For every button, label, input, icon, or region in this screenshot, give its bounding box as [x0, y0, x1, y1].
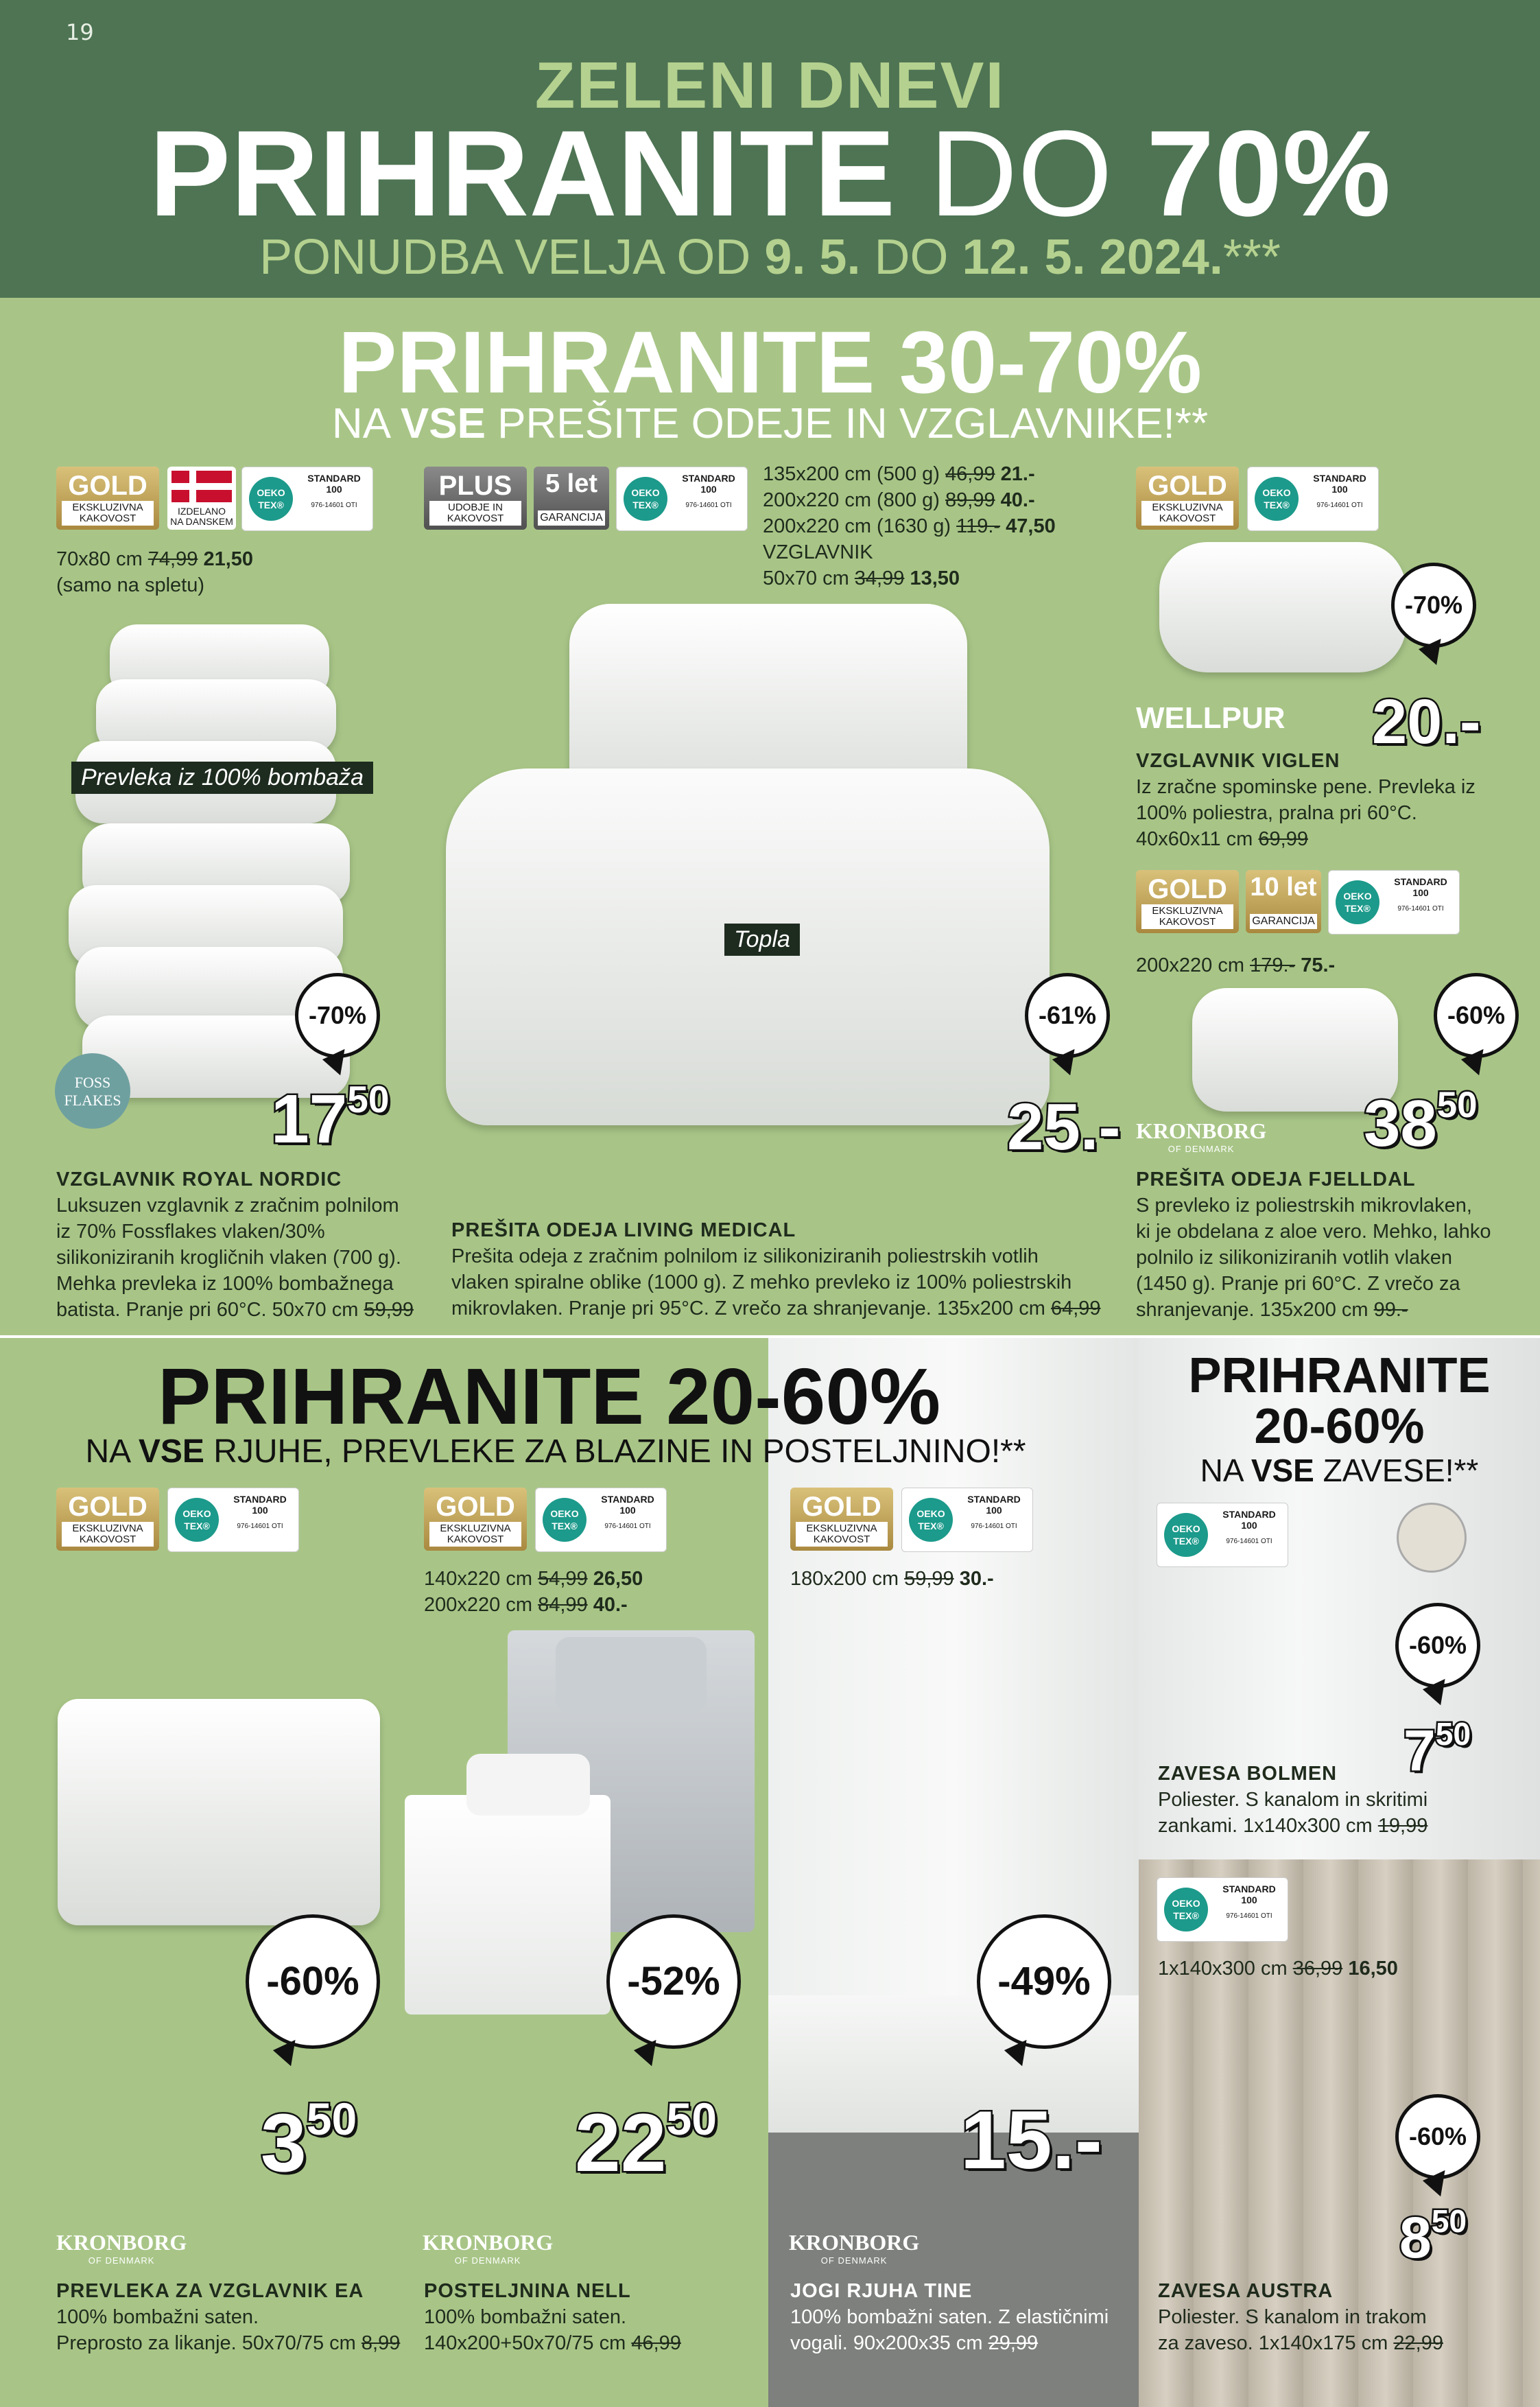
p2-new-price: 21.- [1000, 463, 1035, 485]
color-swatch-icon [1397, 1503, 1467, 1573]
p2-new-price: 47,50 [1006, 515, 1056, 537]
p8-title: ZAVESA BOLMEN [1158, 1763, 1338, 1785]
gold-badge-sub: EKSKLUZIVNA KAKOVOST [1141, 501, 1233, 526]
p5-description [56, 2304, 400, 2356]
p1-desc-line: iz 70% Fossflakes vlaken/30% [56, 1221, 325, 1243]
p7-title: JOGI RJUHA TINE [790, 2280, 973, 2302]
p2-duvet-image [439, 590, 1063, 1153]
p3-desc-line: Iz zračne spominske pene. Prevleka iz [1136, 776, 1476, 798]
section3-title [1139, 1350, 1540, 1452]
oeko-tex-badge [1328, 870, 1460, 935]
oeko-tex-badge [535, 1488, 667, 1552]
p8-price-main: 7 [1403, 1717, 1436, 1783]
p2-size: 200x220 cm (1630 g) [763, 515, 951, 537]
kronborg-sub: OF DENMARK [454, 2255, 521, 2266]
p3-description [1136, 774, 1476, 852]
oeko-tex-logo: OEKO TEX® [1255, 477, 1299, 521]
validity-date-from: 9. 5. [764, 230, 861, 285]
p9-price [1399, 2203, 1467, 2271]
p1-note: (samo na spletu) [56, 574, 204, 596]
banner-headline [0, 105, 1540, 242]
p5-price-sup: 50 [306, 2093, 357, 2144]
oeko-cert: 976-14601 OTI [685, 502, 732, 509]
p8-price [1403, 1715, 1471, 1784]
p7-new-price: 30.- [959, 1568, 994, 1590]
p4-price-line [1136, 952, 1335, 978]
p2-pillow-new-price: 13,50 [910, 567, 960, 589]
oeko-tex-logo: OEKO TEX® [909, 1498, 953, 1542]
p4-desc-line: shranjevanje. 135x200 cm [1136, 1299, 1369, 1321]
p4-size: 200x220 cm [1136, 954, 1244, 976]
p5-desc-line: Preprosto za likanje. 50x70/75 cm [56, 2332, 356, 2354]
oeko-tex-badge [901, 1488, 1033, 1552]
p9-title: ZAVESA AUSTRA [1158, 2280, 1334, 2302]
p2-desc-line: vlaken spiralne oblike (1000 g). Z mehko prevleko iz 100% poliestrskih [451, 1271, 1072, 1293]
kronborg-name: KRONBORG [423, 2230, 554, 2255]
p6-desc-line: 100% bombažni saten. [424, 2306, 627, 2328]
p1-price [271, 1077, 389, 1159]
banner-validity [0, 229, 1540, 285]
validity-stars: *** [1222, 230, 1281, 285]
p9-new-price: 16,50 [1348, 1958, 1398, 1980]
oeko-standard: STANDARD 100 [967, 1494, 1021, 1516]
oeko-tex-badge [616, 467, 748, 531]
p4-description [1136, 1193, 1491, 1323]
p7-price-line [790, 1566, 994, 1592]
gold-badge-sub: EKSKLUZIVNA KAKOVOST [1141, 904, 1233, 929]
oeko-cert: 976-14601 OTI [1226, 1912, 1272, 1920]
section1-subtitle [0, 399, 1540, 448]
oeko-cert: 976-14601 OTI [971, 1523, 1017, 1530]
p1-price-line [56, 546, 253, 572]
oeko-tex-badge [167, 1488, 299, 1552]
p5-price-main: 3 [261, 2096, 307, 2189]
p2-tag: Topla [724, 924, 800, 956]
p6-old-price: 84,99 [538, 1594, 588, 1616]
oeko-cert: 976-14601 OTI [1397, 905, 1444, 913]
gold-badge [56, 467, 159, 530]
kronborg-name: KRONBORG [1136, 1118, 1267, 1143]
p3-desc-line: 40x60x11 cm [1136, 828, 1253, 850]
section3-title-line: 20-60% [1254, 1399, 1425, 1454]
kronborg-logo [1136, 1118, 1266, 1154]
section3-sub-rest: ZAVESE!** [1323, 1453, 1479, 1488]
p2-old-price: 46,99 [945, 463, 995, 485]
p5-pillowcase-image [58, 1699, 380, 1925]
p6-price-line [424, 1566, 643, 1592]
p6-description [424, 2304, 681, 2356]
wellpur-logo: WELLPUR [1136, 701, 1286, 735]
p3-pillow-image [1159, 542, 1406, 672]
oeko-cert: 976-14601 OTI [1316, 502, 1363, 509]
oeko-tex-logo: OEKO TEX® [624, 477, 667, 521]
p4-discount-bubble: -60% [1434, 973, 1519, 1058]
p3-price: 20.- [1372, 687, 1481, 757]
p2-desc-line: mikrovlaken. Pranje pri 95°C. Z vrečo za shranjevanje. 135x200 cm [451, 1298, 1045, 1319]
p6-price-list [424, 1566, 643, 1618]
warranty-label: GARANCIJA [538, 510, 605, 526]
p8-price-sup: 50 [1435, 1716, 1471, 1752]
kronborg-sub: OF DENMARK [820, 2255, 888, 2266]
plus-badge [424, 467, 527, 530]
oeko-tex-badge [1247, 467, 1379, 531]
p8-desc-line: zankami. 1x140x300 cm [1158, 1815, 1373, 1837]
p1-discount-bubble: -70% [295, 973, 380, 1058]
oeko-tex-logo: OEKO TEX® [1164, 1513, 1208, 1557]
kronborg-name: KRONBORG [789, 2230, 920, 2255]
p1-tag: Prevleka iz 100% bombaža [71, 762, 373, 794]
oeko-cert: 976-14601 OTI [311, 502, 357, 509]
made-in-denmark-label: IZDELANO NA DANSKEM [170, 506, 233, 527]
p6-price [575, 2093, 717, 2190]
warranty-5-badge [534, 467, 609, 530]
plus-badge-title: PLUS [438, 471, 512, 501]
denmark-flag-icon [171, 471, 232, 502]
oeko-cert: 976-14601 OTI [1226, 1538, 1272, 1545]
oeko-tex-badge [241, 467, 373, 531]
gold-badge-title: GOLD [436, 1492, 515, 1522]
section1-sub-rest: PREŠITE ODEJE IN VZGLAVNIKE!** [497, 400, 1209, 447]
p4-desc-old-price: 99.- [1373, 1299, 1408, 1321]
p1-desc-line: silikoniziranih krogličnih vlaken (700 g). [56, 1247, 401, 1269]
p9-old-price: 36,99 [1292, 1958, 1343, 1980]
denmark-flag-badge [167, 467, 236, 530]
section1-sub-prefix: NA [331, 400, 389, 447]
p1-price-main: 17 [271, 1081, 348, 1158]
gold-badge-title: GOLD [1148, 471, 1227, 501]
p7-desc-old-price: 29,99 [988, 2332, 1039, 2354]
p4-price [1364, 1084, 1478, 1162]
gold-badge-sub: EKSKLUZIVNA KAKOVOST [62, 501, 154, 526]
p2-size: 200x220 cm (800 g) [763, 489, 940, 511]
p5-title: PREVLEKA ZA VZGLAVNIK EA [56, 2280, 364, 2302]
p7-desc-line: vogali. 90x200x35 cm [790, 2332, 983, 2354]
p4-title: PREŠITA ODEJA FJELLDAL [1136, 1169, 1416, 1190]
p8-discount-bubble: -60% [1395, 1603, 1480, 1688]
p1-new-price: 21,50 [203, 548, 254, 570]
p2-pillow-label: VZGLAVNIK [763, 541, 873, 563]
p2-old-price: 89,99 [945, 489, 995, 511]
gold-badge-title: GOLD [68, 1492, 147, 1522]
p5-desc-line: 100% bombažni saten. [56, 2306, 259, 2328]
p2-description [451, 1243, 1101, 1322]
kronborg-logo [56, 2230, 187, 2266]
oeko-standard: STANDARD 100 [1313, 473, 1366, 495]
p1-title: VZGLAVNIK ROYAL NORDIC [56, 1169, 342, 1190]
p2-price: 25.- [1007, 1090, 1121, 1164]
p7-description [790, 2304, 1109, 2356]
gold-badge-sub: EKSKLUZIVNA KAKOVOST [62, 1522, 154, 1547]
p9-price-line [1158, 1956, 1398, 1982]
p3-desc-line: 100% poliestra, pralna pri 60°C. [1136, 802, 1417, 824]
p9-price-sup: 50 [1431, 2203, 1467, 2239]
warranty-years: 10 let [1250, 873, 1317, 902]
p2-desc-line: Prešita odeja z zračnim polnilom iz silikoniziranih poliestrskih votlih [451, 1245, 1039, 1267]
p4-new-price: 75.- [1301, 954, 1336, 976]
section2-sub-rest: RJUHE, PREVLEKE ZA BLAZINE IN POSTELJNINO!** [213, 1433, 1026, 1470]
p3-title: VZGLAVNIK VIGLEN [1136, 750, 1340, 772]
p4-price-main: 38 [1364, 1087, 1437, 1161]
p6-desc-line: 140x200+50x70/75 cm [424, 2332, 626, 2354]
gold-badge-title: GOLD [802, 1492, 881, 1522]
p5-desc-old-price: 8,99 [361, 2332, 401, 2354]
p2-pillow-size: 50x70 cm [763, 567, 849, 589]
p9-desc-old-price: 22,99 [1393, 2332, 1443, 2354]
p6-price-sup: 50 [666, 2093, 717, 2144]
oeko-standard: STANDARD 100 [1222, 1509, 1276, 1531]
p6-desc-old-price: 46,99 [631, 2332, 681, 2354]
p7-desc-line: 100% bombažni saten. Z elastičnimi [790, 2306, 1109, 2328]
gold-badge [56, 1488, 159, 1551]
validity-mid: DO [874, 230, 949, 285]
p4-desc-line: polnilo iz silikoniziranih votlih vlaken [1136, 1247, 1452, 1269]
kronborg-logo [423, 2230, 553, 2266]
p2-desc-old-price: 64,99 [1050, 1298, 1101, 1319]
p2-title: PREŠITA ODEJA LIVING MEDICAL [451, 1219, 796, 1241]
p2-price-line [763, 461, 1056, 487]
p2-new-price: 40.- [1000, 489, 1035, 511]
p7-size: 180x200 cm [790, 1568, 899, 1590]
validity-date-to: 12. 5. 2024. [962, 230, 1223, 285]
section3-subtitle [1139, 1452, 1540, 1489]
section3-sub-prefix: NA [1200, 1453, 1243, 1488]
p9-size: 1x140x300 cm [1158, 1958, 1288, 1980]
p6-size: 200x220 cm [424, 1594, 532, 1616]
oeko-standard: STANDARD 100 [1394, 876, 1447, 898]
gold-badge-sub: EKSKLUZIVNA KAKOVOST [429, 1522, 521, 1547]
p6-new-price: 40.- [593, 1594, 628, 1616]
p6-size: 140x220 cm [424, 1568, 532, 1590]
p4-old-price: 179.- [1250, 954, 1296, 976]
section1-title: PRIHRANITE 30-70% [338, 314, 1202, 412]
p6-discount-bubble: -52% [606, 1914, 741, 2049]
oeko-cert: 976-14601 OTI [604, 1523, 651, 1530]
gold-badge-sub: EKSKLUZIVNA KAKOVOST [796, 1522, 888, 1547]
p2-pillow-old-price: 34,99 [854, 567, 905, 589]
p2-discount-bubble: -61% [1025, 973, 1110, 1058]
p6-price-line [424, 1592, 643, 1618]
gold-badge-title: GOLD [68, 471, 147, 501]
plus-badge-sub: UDOBJE IN KAKOVOST [429, 501, 521, 526]
validity-prefix: PONUDBA VELJA OD [259, 230, 751, 285]
gold-badge [1136, 870, 1239, 933]
p5-price [261, 2093, 357, 2190]
section1-sub-bold: VSE [400, 400, 486, 447]
section2-sub-prefix: NA [85, 1433, 130, 1470]
headline-bold: PRIHRANITE [149, 105, 896, 242]
gold-badge [790, 1488, 893, 1551]
p9-description [1158, 2304, 1443, 2356]
p2-price-line [763, 513, 1056, 539]
section2-title: PRIHRANITE 20-60% [158, 1352, 940, 1441]
oeko-standard: STANDARD 100 [601, 1494, 654, 1516]
gold-badge [1136, 467, 1239, 530]
oeko-tex-logo: OEKO TEX® [249, 477, 293, 521]
headline-percent: 70% [1146, 105, 1391, 242]
gold-badge-title: GOLD [1148, 874, 1227, 904]
p5-discount-bubble: -60% [246, 1914, 380, 2049]
p4-desc-line: ki je obdelana z aloe vero. Mehko, lahko [1136, 1221, 1491, 1243]
p6-new-price: 26,50 [593, 1568, 643, 1590]
kronborg-name: KRONBORG [56, 2230, 187, 2255]
section2-sub-bold: VSE [138, 1433, 204, 1470]
kronborg-logo [789, 2230, 919, 2266]
p4-desc-line: S prevleko iz poliestrskih mikrovlaken, [1136, 1195, 1472, 1217]
p1-price-sup: 50 [347, 1078, 390, 1120]
oeko-standard: STANDARD 100 [307, 473, 361, 495]
p2-pillow-price-line [763, 565, 1056, 591]
oeko-tex-logo: OEKO TEX® [543, 1498, 587, 1542]
page-number: 19 [66, 19, 94, 45]
oeko-standard: STANDARD 100 [682, 473, 735, 495]
warranty-10-badge [1246, 870, 1321, 933]
p9-desc-line: Poliester. S kanalom in trakom [1158, 2306, 1427, 2328]
section2-subtitle [0, 1433, 1111, 1470]
p6-title: POSTELJNINA NELL [424, 2280, 631, 2302]
oeko-standard: STANDARD 100 [233, 1494, 287, 1516]
p4-price-sup: 50 [1436, 1085, 1478, 1125]
p6-price-main: 22 [575, 2096, 667, 2189]
oeko-tex-logo: OEKO TEX® [1336, 880, 1379, 924]
p7-price: 15.- [960, 2094, 1102, 2186]
kronborg-sub: OF DENMARK [1168, 1144, 1235, 1154]
fossflakes-logo: FOSS FLAKES [55, 1053, 130, 1129]
p9-discount-bubble: -60% [1395, 2094, 1480, 2179]
p2-price-line [763, 487, 1056, 513]
section3-sub-bold: VSE [1251, 1453, 1314, 1488]
oeko-cert: 976-14601 OTI [237, 1523, 283, 1530]
p2-size: 135x200 cm (500 g) [763, 463, 940, 485]
p8-desc-old-price: 19,99 [1377, 1815, 1428, 1837]
headline-thin: DO [929, 105, 1113, 242]
gold-badge [424, 1488, 527, 1551]
kronborg-sub: OF DENMARK [88, 2255, 155, 2266]
p4-desc-line: (1450 g). Pranje pri 60°C. Z vrečo za [1136, 1273, 1460, 1295]
p1-description [56, 1193, 414, 1323]
oeko-tex-badge [1157, 1503, 1288, 1567]
p2-old-price: 119.- [956, 515, 1001, 537]
banner-top-line: ZELENI DNEVI [534, 49, 1006, 122]
p8-desc-line: Poliester. S kanalom in skritimi [1158, 1789, 1428, 1811]
p8-description [1158, 1787, 1428, 1839]
p1-desc-line: batista. Pranje pri 60°C. 50x70 cm [56, 1299, 359, 1321]
p3-discount-bubble: -70% [1391, 563, 1476, 648]
p9-price-main: 8 [1399, 2205, 1432, 2270]
p1-desc-line: Luksuzen vzglavnik z zračnim polnilom [56, 1195, 399, 1217]
warranty-label: GARANCIJA [1250, 914, 1317, 929]
p1-size: 70x80 cm [56, 548, 143, 570]
section3-title-line: PRIHRANITE [1188, 1348, 1491, 1403]
p1-old-price: 74,99 [147, 548, 198, 570]
oeko-standard: STANDARD 100 [1222, 1883, 1276, 1905]
p2-price-list [763, 461, 1056, 591]
p1-desc-old-price: 59,99 [364, 1299, 414, 1321]
p6-old-price: 54,99 [538, 1568, 588, 1590]
warranty-years: 5 let [545, 469, 598, 498]
p3-desc-old-price: 69,99 [1258, 828, 1308, 850]
oeko-tex-badge [1157, 1877, 1288, 1942]
p9-desc-line: za zaveso. 1x140x175 cm [1158, 2332, 1388, 2354]
p7-discount-bubble: -49% [977, 1914, 1111, 2049]
oeko-tex-logo: OEKO TEX® [1164, 1888, 1208, 1932]
p1-desc-line: Mehka prevleka iz 100% bombažnega [56, 1273, 394, 1295]
oeko-tex-logo: OEKO TEX® [175, 1498, 219, 1542]
p7-old-price: 59,99 [904, 1568, 954, 1590]
